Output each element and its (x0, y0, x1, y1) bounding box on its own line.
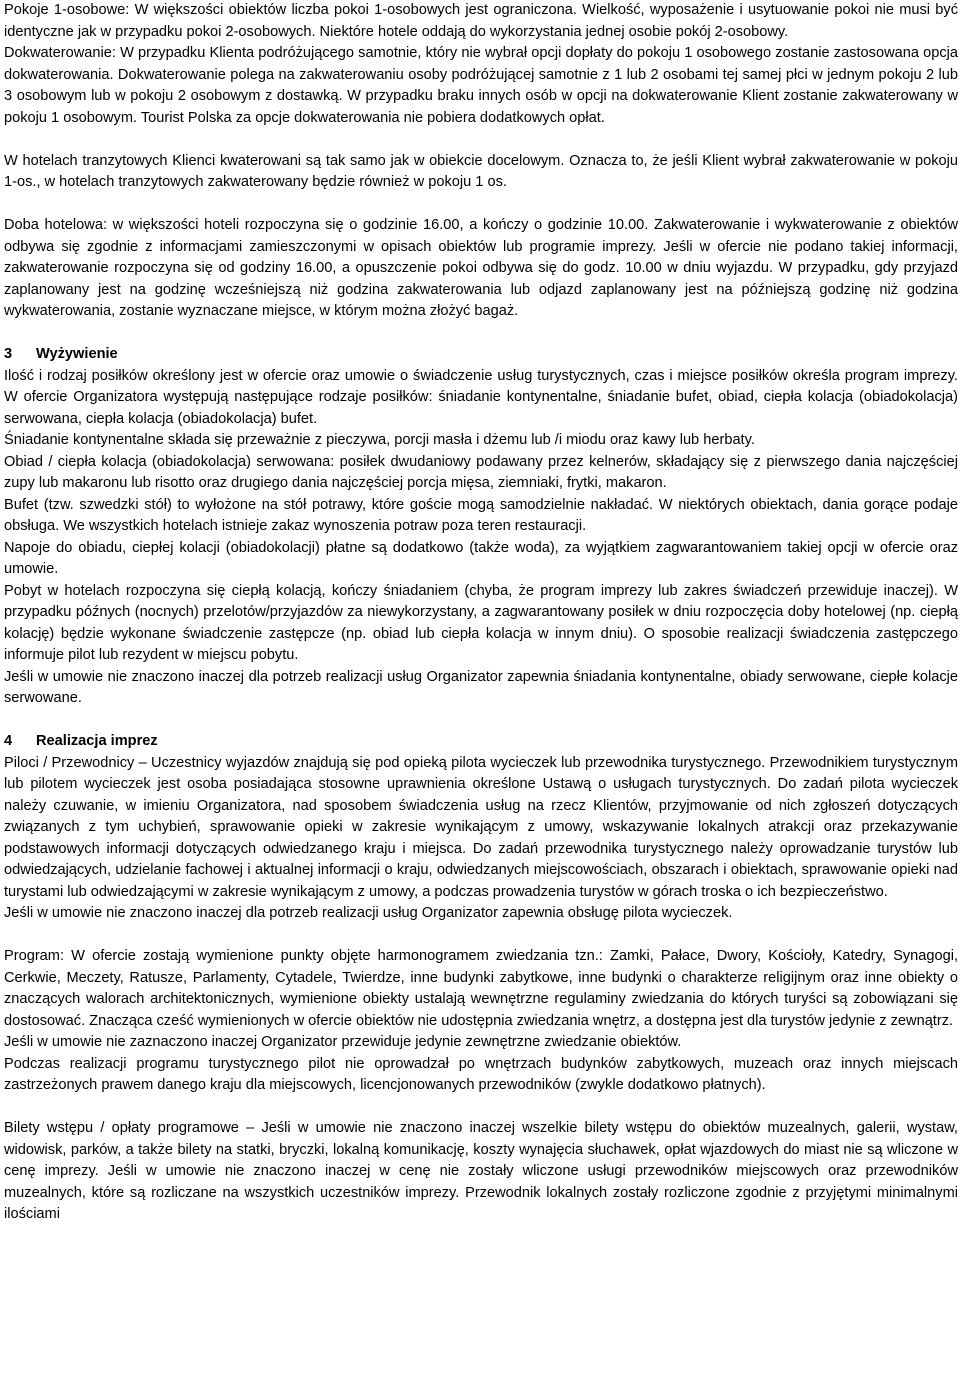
spacer (4, 710, 958, 732)
paragraph-stay-meals: Pobyt w hotelach rozpoczyna się ciepłą kolacją, kończy śniadaniem (chyba, że program imprezy lub zakres świadczeń przewiduje inaczej). W przypadku późnych (nocnych) przelotów/przyjazdów za niewykorzystany, a zagwarantowany posiłek w dniu rozpoczęcia doby hotelowej (np. ciepłą kolację) będzie wykonane świadczenie zastępcze (np. obiad lub ciepła kolacja w innym dniu). O sposobie realizacji świadczenia zastępczego informuje pilot lub rezydent w miejscu pobytu. (4, 582, 958, 663)
paragraph-served-dinner: Obiad / ciepła kolacja (obiadokolacja) serwowana: posiłek dwudaniowy podawany przez kelnerów, składający się z pierwszego dania najczęściej zupy lub makaronu lub risotto oraz drugiego dania najczęściej porcja mięsa, ziemniaki, frytki, makaron. (4, 453, 958, 491)
paragraph-meals-default: Jeśli w umowie nie znaczono inaczej dla potrzeb realizacji usług Organizator zapewnia śniadania kontynentalne, obiady serwowane, ciepłe kolacje serwowane. (4, 668, 958, 706)
paragraph-program: Program: W ofercie zostają wymienione punkty objęte harmonogramem zwiedzania tzn.: Zamki, Pałace, Dwory, Kościoły, Katedry, Synagogi, Cerkwie, Meczety, Ratusze, Parlamenty, Cytadele, Twierdze, inne budynki zabytkowe, inne budynki o charakterze religijnym oraz inne obiekty o znaczących walorach architektonicznych, wymienione obiekty ustalają wewnętrzne regulaminy zwiedzania do których turyści są zobowiązani się dostosować. Znacząca cześć wymienionych w ofercie obiektów nie udostępnia zwiedzania wnętrz, a dostępna jest dla turystów jedynie z zewnątrz. (4, 948, 958, 1029)
spacer (4, 323, 958, 345)
paragraph-guides-default: Jeśli w umowie nie znaczono inaczej dla potrzeb realizacji usług Organizator zapewnia obsługę pilota wycieczek. (4, 905, 733, 921)
spacer (4, 925, 958, 947)
section-title: Wyżywienie (36, 346, 118, 362)
paragraph-buffet: Bufet (tzw. szwedzki stół) to wyłożone na stół potrawy, które goście mogą samodzielnie nakładać. W niektórych obiektach, dania gorące podaje obsługa. We wszystkich hotelach istnieje zakaz wynoszenia potraw poza teren restauracji. (4, 496, 958, 534)
paragraph-continental-breakfast: Śniadanie kontynentalne składa się przeważnie z pieczywa, porcji masła i dżemu lub /i miodu oraz kawy lub herbaty. (4, 432, 755, 448)
paragraph-hotel-day: Doba hotelowa: w większości hoteli rozpoczyna się o godzinie 16.00, a kończy o godzinie 10.00. Zakwaterowanie i wykwaterowanie z obiektów odbywa się zgodnie z informacjami zamieszczonymi w opisach obiektów lub programie imprezy. Jeśli w ofercie nie podano takiej informacji, zakwaterowanie rozpoczyna się od godziny 16.00, a opuszczenie pokoi odbywa się do godz. 10.00 w dniu wyjazdu. W przypadku, gdy przyjazd zaplanowany jest na godzinę wcześniejszą niż godzina zakwaterowania lub odjazd zaplanowany jest na późniejszą godzinę niż godzina wykwaterowania, zostanie wyznaczane miejsce, w którym można złożyć bagaż. (4, 217, 958, 319)
section-number: 4 (4, 733, 13, 749)
paragraph-meals-types: Ilość i rodzaj posiłków określony jest w ofercie oraz umowie o świadczenie usług turystycznych, czas i miejsce posiłków określa program imprezy. W ofercie Organizatora występują następujące rodzaje posiłków: śniadanie kontynentalne, śniadanie bufet, obiad, ciepła kolacja (obiadokolacja) serwowana, ciepła kolacja (obiadokolacja) bufet. (4, 367, 958, 427)
paragraph-single-rooms: Pokoje 1-osobowe: W większości obiektów liczba pokoi 1-osobowych jest ograniczona. Wielkość, wyposażenie i usytuowanie pokoi nie musi być identyczne jak w przypadku pokoi 2-osobowych. Niektóre hotele oddają do wykorzystania jednej osobie pokój 2-osobowy. (4, 2, 958, 40)
paragraph-tickets: Bilety wstępu / opłaty programowe – Jeśli w umowie nie znaczono inaczej wszelkie bilety wstępu do obiektów muzealnych, galerii, wystaw, widowisk, parków, a także bilety na statki, bryczki, lokalną komunikację, koszty wynajęcia słuchawek, opłat wjazdowych do miast nie są wliczone w cenę imprezy. Jeśli w umowie nie znaczono inaczej w cenę nie zostały wliczone usługi przewodników miejscowych oraz przewodników muzealnych, które są rozliczane na wszystkich uczestników imprezy. Przewodnik lokalnych zostały rozliczone zgodnie z przyjętymi minimalnymi ilościami (4, 1120, 958, 1222)
section-heading-meals (4, 344, 958, 366)
paragraph-program-external: Jeśli w umowie nie zaznaczono inaczej Organizator przewiduje jedynie zewnętrzne zwiedzanie obiektów. (4, 1034, 682, 1050)
document-page (4, 0, 958, 1226)
paragraph-drinks: Napoje do obiadu, ciepłej kolacji (obiadokolacji) płatne są dodatkowo (także woda), za wyjątkiem zagwarantowaniem takiej opcji w ofercie oraz umowie. (4, 539, 958, 577)
paragraph-transit-hotels: W hotelach tranzytowych Klienci kwaterowani są tak samo jak w obiekcie docelowym. Oznacza to, że jeśli Klient wybrał zakwaterowanie w pokoju 1-os., w hotelach tranzytowych zakwaterowany będzie również w pokoju 1 os. (4, 152, 958, 190)
spacer (4, 1097, 958, 1119)
spacer (4, 129, 958, 151)
section-heading-trips (4, 731, 958, 753)
section-number: 3 (4, 346, 13, 362)
section-title: Realizacja imprez (36, 733, 158, 749)
spacer (4, 194, 958, 216)
paragraph-room-sharing: Dokwaterowanie: W przypadku Klienta podróżującego samotnie, który nie wybrał opcji dopłaty do pokoju 1 osobowego zostanie zastosowana opcja dokwaterowania. Dokwaterowanie polega na zakwaterowaniu osoby podróżującej samotnie z 1 lub 2 osobami tej samej płci w jednym pokoju 2 lub 3 osobowym lub w pokoju 2 osobowym z dostawką. W przypadku braku innych osób w opcji na dokwaterowanie Klient zostanie zakwaterowany w pokoju 1 osobowym. Tourist Polska za opcje dokwaterowania nie pobiera dodatkowych opłat. (4, 45, 958, 126)
paragraph-guides: Piloci / Przewodnicy – Uczestnicy wyjazdów znajdują się pod opieką pilota wycieczek lub przewodnika turystycznego. Przewodnikiem turystycznym lub pilotem wycieczek jest osoba posiadająca stosowne uprawnienia określone Ustawą o usługach turystycznych. Do zadań pilota wycieczek należy czuwanie, w imieniu Organizatora, nad sposobem świadczenia usług na rzecz Klientów, przyjmowanie od nich zgłoszeń dotyczących związanych z tym uchybień, sprawowanie opieki w zakresie wynikającym z umowy, wskazywanie lokalnych atrakcji oraz przekazywanie podstawowych informacji dotyczących odwiedzanego kraju i miejsca. Do zadań przewodnika turystycznego należy oprowadzanie turystów lub odwiedzających, udzielanie fachowej i aktualnej informacji o kraju, odwiedzanych miejscowościach, obszarach i obiektach, sprawowanie opieki nad turystami lub odwiedzającymi w zakresie wynikającym z umowy, a podczas prowadzenia turystów w górach troska o ich bezpieczeństwo. (4, 754, 958, 900)
paragraph-program-interiors: Podczas realizacji programu turystycznego pilot nie oprowadzał po wnętrzach budynków zabytkowych, muzeach oraz innych miejscach zastrzeżonych prawem danego kraju dla miejscowych, licencjonowanych przewodników (zwykle dodatkowo płatnych). (4, 1055, 958, 1093)
